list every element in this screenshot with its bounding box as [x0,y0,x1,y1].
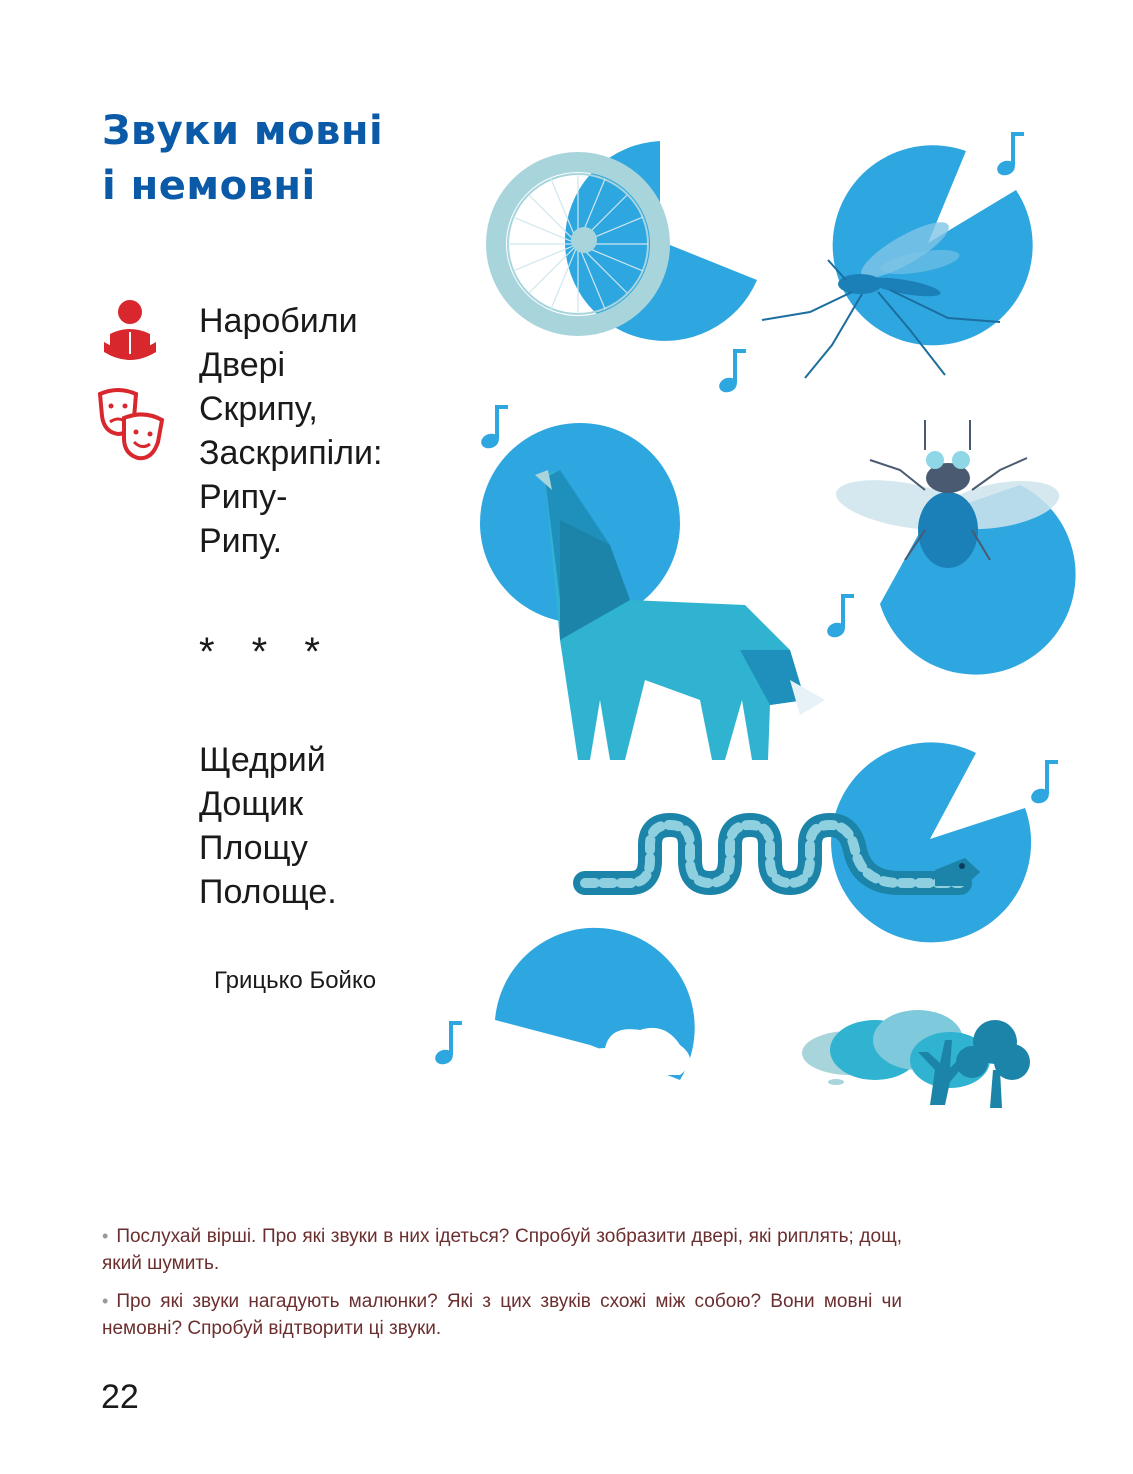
poem-line: Дощик [199,785,304,823]
bullet: • [102,1291,109,1311]
bullet: • [102,1226,109,1246]
page-number: 22 [101,1378,139,1416]
question-1 [102,1223,902,1277]
poem-separator: * * * [199,630,322,674]
poem-line: Заскрипіли: [199,434,383,472]
poem-line: Рипу- [199,478,288,516]
mosquito-illustration [762,134,1033,378]
question-text: Про які звуки нагадують малюнки? Які з цих звуків схожі між собою? Вони мовні чи немовні? Спробуй відтворити ці звуки. [102,1291,902,1339]
poem-author: Грицько Бойко [214,967,377,994]
question-text: Послухай вірші. Про які звуки в них ідеться? Спробуй зобразити двері, які риплять; дощ, який шумить. [102,1226,902,1274]
question-2 [102,1288,902,1342]
snake-illustration [585,742,1058,942]
wolf-illustration [479,407,825,760]
poem-line: Щедрий [199,741,326,779]
wheel-illustration [496,141,757,395]
poem-line: Площу [199,829,308,867]
poem-line: Рипу. [199,522,283,560]
poem-line: Скрипу, [199,390,318,428]
rain-cloud-illustration [433,928,695,1086]
fly-illustration [825,420,1075,675]
poem-line: Наробили [199,302,358,340]
poem-line: Полоще. [199,873,337,911]
title-line-1: Звуки мовні [102,108,384,154]
trees-illustration [802,1010,1030,1108]
title-line-2: і немовні [102,163,316,209]
poem-line: Двері [199,346,286,384]
